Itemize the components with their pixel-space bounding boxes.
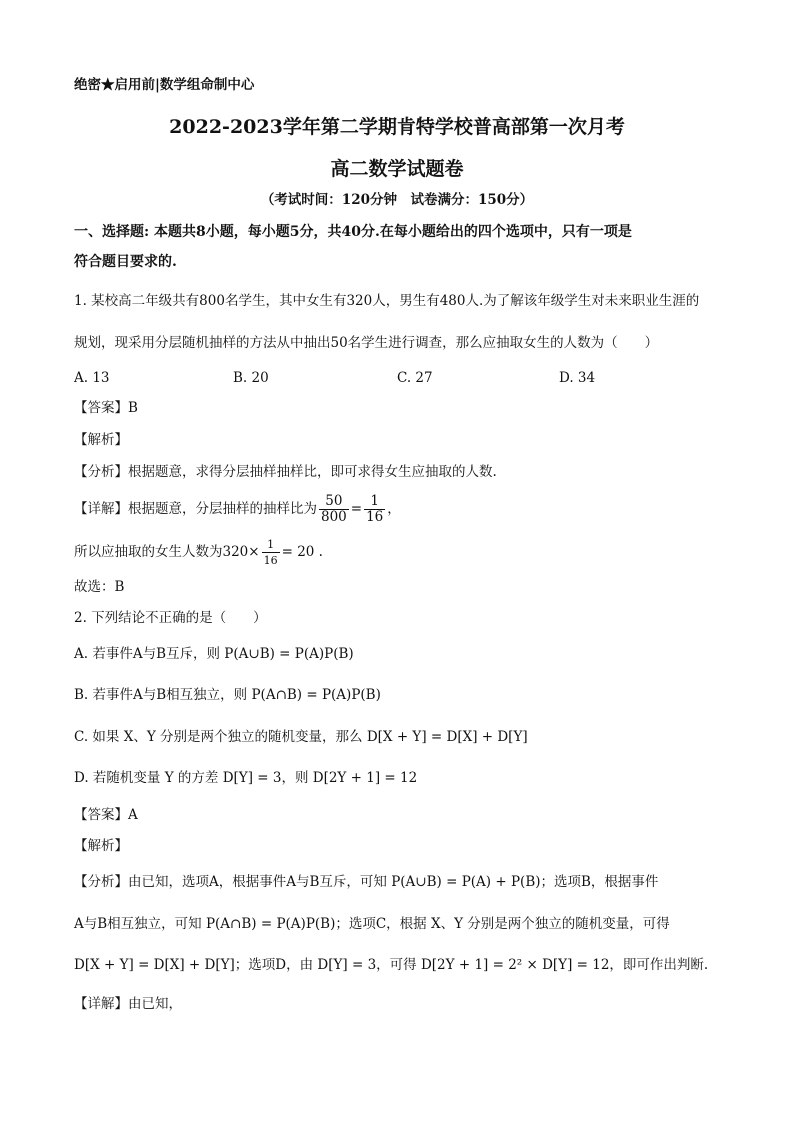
q1-calc-result: = 20 .	[281, 544, 323, 560]
q2-option-c: C. 如果 X、Y 分别是两个独立的随机变量，那么 D[X + Y] = D[X] + D[Y]	[74, 729, 528, 745]
q1-option-a: A. 13	[74, 370, 110, 386]
confidential-label: 绝密★启用前|数学组命制中心	[74, 77, 255, 93]
q2-answer: 【答案】A	[74, 807, 138, 823]
section-heading-line2: 符合题目要求的.	[74, 254, 177, 270]
q2-option-b: B. 若事件A与B相互独立，则 P(A∩B) = P(A)P(B)	[74, 687, 381, 703]
q1-detail-prefix: 【详解】根据题意，分层抽样的抽样比为	[74, 501, 317, 517]
q1-calc-fraction	[262, 537, 280, 568]
q1-detail-suffix: ，	[387, 501, 401, 517]
q1-stem-line1: 1. 某校高二年级共有800名学生，其中女生有320人，男生有480人.为了解该年级学生对未来职业生涯的	[74, 293, 700, 309]
q1-fenxi: 【分析】根据题意，求得分层抽样抽样比，即可求得女生应抽取的人数.	[74, 464, 497, 480]
q2-fenxi-line2: A与B相互独立，可知 P(A∩B) = P(A)P(B)；选项C，根据 X、Y 分别是两个独立的随机变量，可得	[74, 916, 670, 932]
q2-option-a: A. 若事件A与B互斥，则 P(A∪B) = P(A)P(B)	[74, 646, 354, 662]
q1-fraction-simplified	[364, 494, 385, 525]
q1-fraction-ratio	[319, 494, 349, 525]
q2-analysis-label: 【解析】	[74, 838, 128, 854]
exam-subtitle: 高二数学试题卷	[330, 158, 464, 180]
q1-calc-prefix: 所以应抽取的女生人数为	[74, 544, 223, 560]
q2-stem: 2. 下列结论不正确的是（ ）	[74, 610, 267, 626]
q1-calc	[74, 537, 323, 568]
q1-calc-fraction-den: 16	[263, 554, 278, 567]
exam-info: （考试时间：120分钟 试卷满分：150分）	[260, 192, 534, 208]
q1-analysis-label: 【解析】	[74, 432, 128, 448]
exam-title: 2022-2023学年第二学期肯特学校普高部第一次月考	[169, 116, 625, 138]
q2-option-d: D. 若随机变量 Y 的方差 D[Y] = 3，则 D[2Y + 1] = 12	[74, 770, 418, 786]
q2-detail: 【详解】由已知，	[74, 996, 182, 1012]
q1-option-c: C. 27	[397, 370, 433, 386]
q1-fraction-ratio-den: 800	[321, 509, 347, 525]
q1-conclusion: 故选：B	[74, 579, 125, 595]
q1-answer: 【答案】B	[74, 400, 138, 416]
q1-option-b: B. 20	[233, 370, 269, 386]
q1-option-d: D. 34	[559, 370, 596, 386]
q1-fraction-ratio-num: 50	[319, 494, 349, 510]
q1-calc-a: 320×	[222, 544, 260, 560]
q1-fraction-simplified-num: 1	[364, 494, 385, 510]
q1-stem-line2: 规划，现采用分层随机抽样的方法从中抽出50名学生进行调查，那么应抽取女生的人数为（ ）	[74, 335, 659, 351]
section-heading-line1: 一、选择题: 本题共8小题，每小题5分，共40分.在每小题给出的四个选项中，只有一项是	[74, 224, 632, 240]
q1-calc-fraction-num: 1	[262, 537, 280, 553]
q1-detail	[74, 494, 401, 525]
q2-fenxi-line3: D[X + Y] = D[X] + D[Y]；选项D，由 D[Y] = 3，可得 D[2Y + 1] = 2² × D[Y] = 12，即可作出判断.	[74, 957, 709, 973]
q1-fraction-simplified-den: 16	[366, 509, 384, 525]
q1-equals: =	[350, 501, 363, 517]
q2-fenxi-line1: 【分析】由已知，选项A，根据事件A与B互斥，可知 P(A∪B) = P(A) + P(B)；选项B，根据事件	[74, 874, 659, 890]
